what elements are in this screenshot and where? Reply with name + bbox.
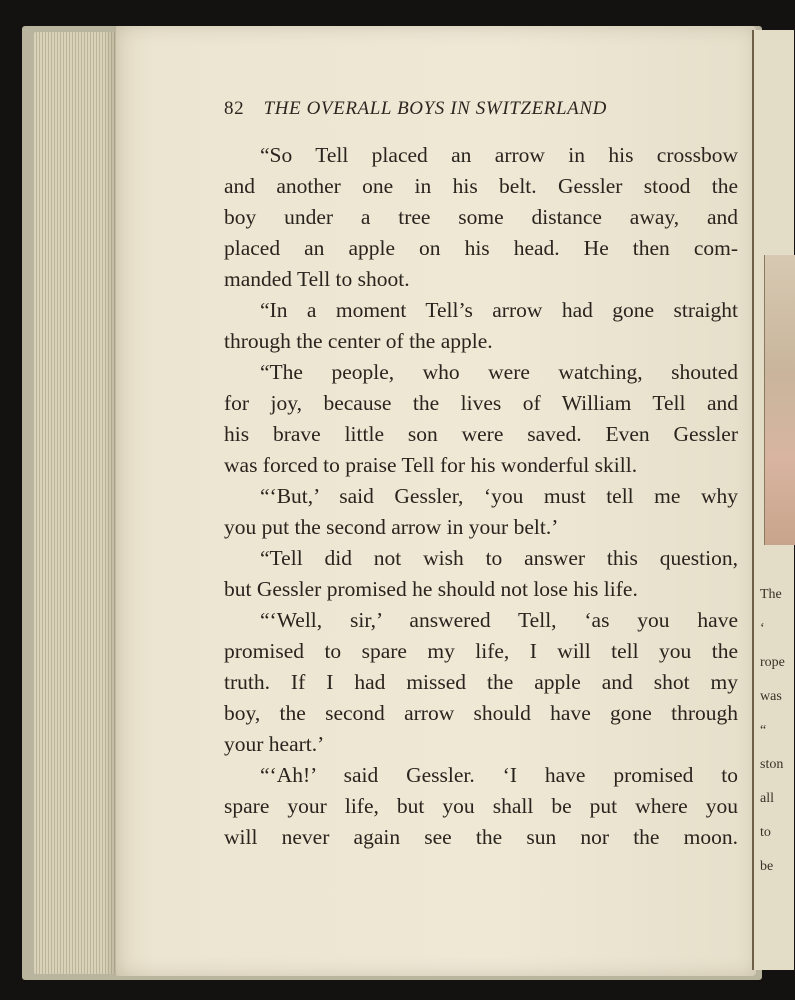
- text-line: manded Tell to shoot.: [224, 267, 410, 291]
- text-line: you put the second arrow in your belt.’: [224, 515, 559, 539]
- facing-page-fragment: ‘: [760, 621, 765, 636]
- text-line: spare your life, but you shall be put where you: [224, 794, 738, 818]
- facing-page-fragment: was: [760, 689, 782, 704]
- facing-page-fragment: rope: [760, 655, 785, 670]
- text-line: was forced to praise Tell for his wonderful skill.: [224, 453, 638, 477]
- text-line: boy, the second arrow should have gone through: [224, 701, 738, 725]
- facing-page-fragment: ston: [760, 757, 784, 772]
- text-line: placed an apple on his head. He then com-: [224, 236, 738, 260]
- text-line: “So Tell placed an arrow in his crossbow: [260, 143, 738, 167]
- running-title: THE OVERALL BOYS IN SWITZERLAND: [263, 98, 607, 119]
- text-line: boy under a tree some distance away, and: [224, 205, 738, 229]
- text-line: “In a moment Tell’s arrow had gone straight: [260, 298, 738, 322]
- text-line: “‘But,’ said Gessler, ‘you must tell me why: [260, 484, 738, 508]
- text-line: “‘Ah!’ said Gessler. ‘I have promised to: [260, 763, 738, 787]
- facing-page-fragment: be: [760, 859, 774, 874]
- text-line: promised to spare my life, I will tell you the: [224, 639, 738, 663]
- facing-page-fragment: “: [760, 723, 767, 738]
- text-line: truth. If I had missed the apple and shot my: [224, 670, 738, 694]
- page-number: 82: [224, 98, 245, 119]
- text-line: “‘Well, sir,’ answered Tell, ‘as you have: [260, 608, 738, 632]
- text-line: “The people, who were watching, shouted: [260, 360, 738, 384]
- facing-page-text: [760, 578, 790, 884]
- text-line: your heart.’: [224, 732, 325, 756]
- text-line: but Gessler promised he should not lose his life.: [224, 577, 638, 601]
- text-line: will never again see the sun nor the moon.: [224, 825, 738, 849]
- page-body-text: [224, 140, 738, 853]
- facing-page-fragment: all: [760, 791, 774, 806]
- facing-page-fragment: The: [760, 587, 782, 602]
- facing-page-fragment: to: [760, 825, 771, 840]
- text-line: his brave little son were saved. Even Gessler: [224, 422, 738, 446]
- text-line: for joy, because the lives of William Tell and: [224, 391, 738, 415]
- text-line: through the center of the apple.: [224, 329, 493, 353]
- text-line: “Tell did not wish to answer this question,: [260, 546, 738, 570]
- facing-page-illustration: [764, 255, 795, 545]
- running-header: [224, 98, 744, 120]
- text-line: and another one in his belt. Gessler stood the: [224, 174, 738, 198]
